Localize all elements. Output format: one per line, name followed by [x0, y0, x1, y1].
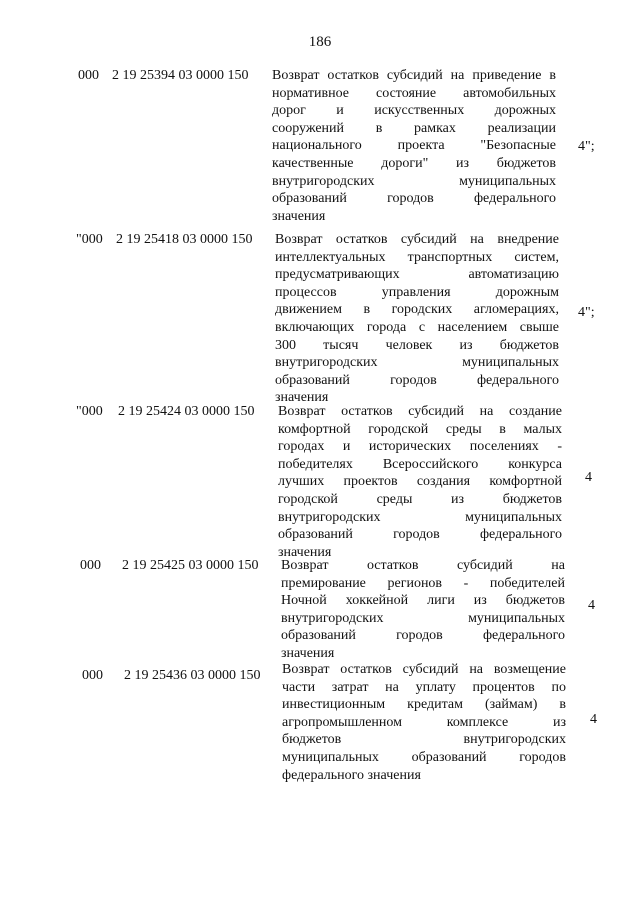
description-line: Ночной хоккейной лиги из бюджетов [281, 593, 565, 609]
description-line: 300 тысяч человек из бюджетов [275, 337, 559, 353]
description-line: движением в городских агломерациях, [275, 302, 559, 318]
description-line: Возврат остатков субсидий на приведение в [272, 68, 556, 83]
page-number: 186 [308, 34, 332, 50]
description-line: образований городов федерального [275, 372, 559, 388]
description-line: бюджетов внутригородских [282, 732, 566, 748]
description-line: комфортной городской среды в малых [278, 421, 562, 437]
description-line: предусматривающих автоматизацию [275, 267, 559, 283]
description-line: городах и исторических поселениях - [278, 439, 562, 455]
description-line: агропромышленном комплексе из [282, 714, 566, 730]
description-line: значения [275, 390, 329, 406]
description-line: интеллектуальных транспортных систем, [275, 249, 559, 265]
row-description [272, 67, 556, 225]
description-line: внутригородских муниципальных [281, 610, 565, 626]
description-line: Возврат остатков субсидий на создание [278, 404, 562, 419]
description-line: дорог и искусственных дорожных [272, 103, 556, 119]
description-line: муниципальных образований городов [282, 749, 566, 765]
description-line: процессов управления дорожным [275, 284, 559, 300]
row-description [278, 403, 562, 561]
row-description [275, 231, 559, 407]
description-line: нормативное состояние автомобильных [272, 85, 556, 101]
description-line: внутригородских муниципальных [275, 355, 559, 371]
description-line: образований городов федерального [278, 527, 562, 543]
description-line: образований городов федерального [272, 191, 556, 207]
description-line: включающих города с населением свыше [275, 319, 559, 335]
description-line: премирование регионов - победителей [281, 575, 565, 591]
description-line: значения [272, 208, 326, 224]
description-line: национального проекта "Безопасные [272, 138, 556, 154]
description-line: качественные дороги" из бюджетов [272, 155, 556, 171]
description-line: сооружений в рамках реализации [272, 120, 556, 136]
description-line: Возврат остатков субсидий на [281, 558, 565, 573]
description-line: значения [281, 645, 335, 661]
code-prefix: 000 [80, 558, 101, 573]
description-line: городской среды из бюджетов [278, 491, 562, 507]
row-value: 4 [590, 712, 597, 727]
row-description [281, 557, 565, 663]
row-value: 4 [585, 470, 592, 485]
row-value: 4 [588, 598, 595, 613]
description-line: лучших проектов создания комфортной [278, 474, 562, 490]
row-value: 4"; [578, 139, 595, 154]
description-line: внутригородских муниципальных [278, 509, 562, 525]
code-prefix: "000 [76, 404, 103, 419]
code-prefix: 000 [78, 68, 99, 83]
budget-code: 2 19 25418 03 0000 150 [116, 232, 253, 247]
description-line: Возврат остатков субсидий на возмещение [282, 662, 566, 677]
description-line: части затрат на уплату процентов по [282, 679, 566, 695]
code-prefix: "000 [76, 232, 103, 247]
row-value: 4"; [578, 305, 595, 320]
description-line: победителях Всероссийского конкурса [278, 456, 562, 472]
description-line: внутригородских муниципальных [272, 173, 556, 189]
row-description [282, 661, 566, 784]
budget-code: 2 19 25436 03 0000 150 [124, 668, 261, 683]
description-line: Возврат остатков субсидий на внедрение [275, 232, 559, 247]
description-line: инвестиционным кредитам (займам) в [282, 697, 566, 713]
description-line: федерального значения [282, 767, 421, 783]
description-line: образований городов федерального [281, 628, 565, 644]
code-prefix: 000 [82, 668, 103, 683]
description-line: значения [278, 544, 332, 560]
budget-code: 2 19 25394 03 0000 150 [112, 68, 249, 83]
budget-code: 2 19 25425 03 0000 150 [122, 558, 259, 573]
budget-code: 2 19 25424 03 0000 150 [118, 404, 255, 419]
